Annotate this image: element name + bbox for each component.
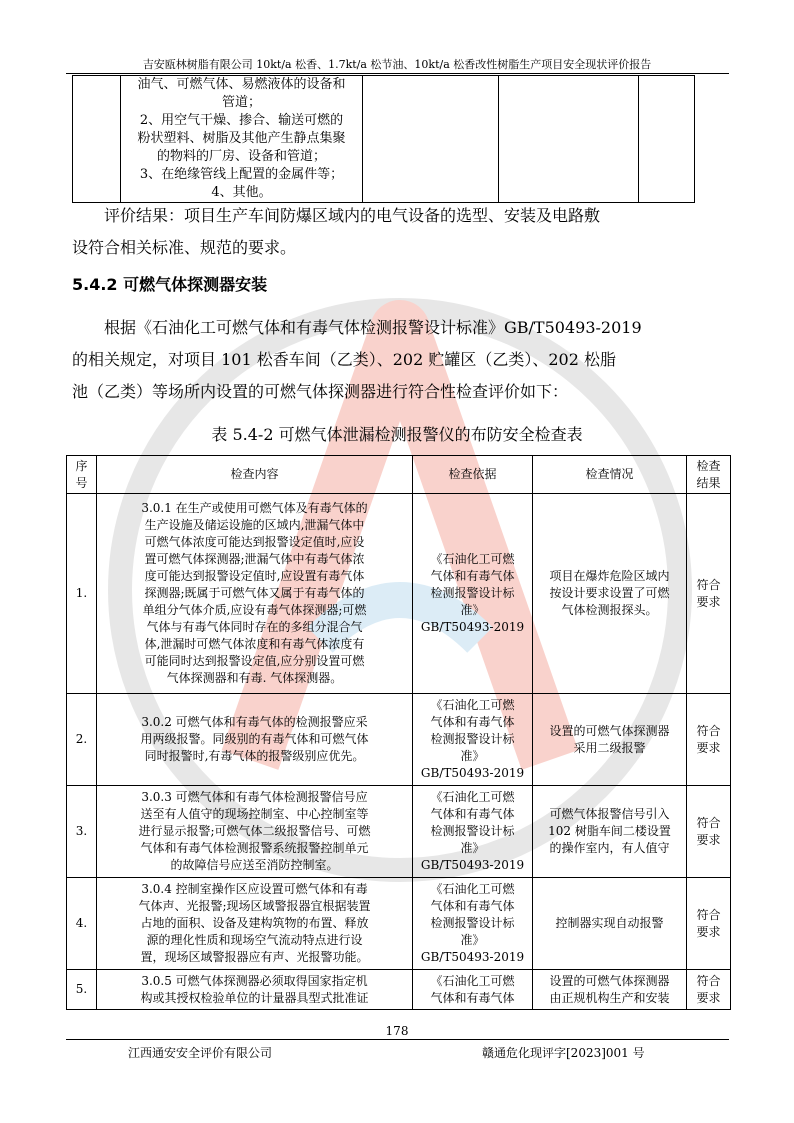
row-basis bbox=[413, 878, 533, 970]
content-line: 同时报警时,有毒气体的报警级别应优先。 bbox=[144, 749, 365, 763]
basis-line: 气体和有毒气体 bbox=[430, 899, 515, 913]
table-caption: 表 5.4-2 可燃气体泄漏检测报警仪的布防安全检查表 bbox=[211, 425, 583, 444]
row-no: 4. bbox=[67, 878, 97, 970]
row-basis bbox=[413, 970, 533, 1010]
basis-line: 检测报警设计标 bbox=[430, 586, 515, 600]
body-line-1: 根据《石油化工可燃气体和有毒气体检测报警设计标准》GB/T50493-2019 bbox=[104, 318, 642, 337]
table-row bbox=[67, 878, 731, 970]
cont-cell-content bbox=[121, 76, 363, 203]
cont-cell-basis bbox=[363, 76, 499, 203]
row-no: 1. bbox=[67, 494, 97, 694]
result-line: 符合 bbox=[696, 723, 721, 738]
row-no: 2. bbox=[67, 694, 97, 786]
result-line: 要求 bbox=[696, 594, 721, 609]
page-header: 吉安瓯林树脂有限公司 10kt/a 松香、1.7kt/a 松节油、10kt/a 松香改性树脂生产项目安全现状评价报告 bbox=[142, 58, 652, 71]
situation-line: 控制器实现自动报警 bbox=[555, 916, 664, 930]
result-line: 符合 bbox=[696, 973, 721, 988]
basis-line: GB/T50493-2019 bbox=[420, 620, 525, 634]
cont-line: 油气、可燃气体、易燃液体的设备和 bbox=[137, 77, 346, 92]
content-line: 度可能达到报警设定值时,应设置有毒气体 bbox=[144, 569, 365, 583]
content-line: 3.0.5 可燃气体探测器必须取得国家指定机 bbox=[141, 973, 368, 988]
continued-table bbox=[72, 75, 695, 203]
basis-line: 气体和有毒气体 bbox=[430, 990, 515, 1005]
basis-line: GB/T50493-2019 bbox=[420, 766, 525, 780]
basis-line: 检测报警设计标 bbox=[430, 824, 515, 838]
content-line: 体,泄漏时可燃气体浓度和有毒气体浓度有 bbox=[144, 637, 365, 651]
row-content bbox=[97, 694, 413, 786]
basis-line: 准》 bbox=[460, 749, 485, 763]
header-no bbox=[67, 456, 97, 494]
section-title: 5.4.2 可燃气体探测器安装 bbox=[72, 275, 268, 294]
row-result bbox=[687, 878, 731, 970]
content-line: 3.0.3 可燃气体和有毒气体检测报警信号应 bbox=[141, 790, 368, 804]
situation-line: 项目在爆炸危险区域内 bbox=[549, 569, 670, 583]
table-row bbox=[67, 494, 731, 694]
basis-line: 《石油化工可燃 bbox=[430, 698, 515, 712]
basis-line: 准》 bbox=[460, 933, 485, 947]
row-result bbox=[687, 970, 731, 1010]
row-content bbox=[97, 494, 413, 694]
content-line: 3.0.2 可燃气体和有毒气体的检测报警应采 bbox=[141, 715, 368, 729]
row-situation bbox=[533, 878, 687, 970]
header-result-line: 结果 bbox=[696, 475, 721, 490]
basis-line: 准》 bbox=[460, 603, 485, 617]
cont-line: 4、其他。 bbox=[211, 185, 272, 200]
content-line: 占地的面积、设备及建构筑物的布置、释放 bbox=[140, 916, 369, 930]
content-line: 置可燃气体探测器;泄漏气体中有毒气体浓 bbox=[144, 552, 365, 566]
result-line: 符合 bbox=[696, 577, 721, 592]
body-line-2: 的相关规定，对项目 101 松香车间（乙类）、202 贮罐区（乙类）、202 松脂 bbox=[72, 350, 616, 369]
cont-cell-result bbox=[639, 76, 695, 203]
basis-line: 《石油化工可燃 bbox=[430, 973, 515, 988]
cont-cell-situation bbox=[499, 76, 639, 203]
content-line: 气体和有毒气体检测报警系统报警控制单元 bbox=[140, 841, 369, 855]
row-basis bbox=[413, 694, 533, 786]
content-line: 送至有人值守的现场控制室、中心控制室等 bbox=[140, 807, 369, 821]
content-line: 置，现场区域警报器应有声、光报警功能。 bbox=[140, 950, 369, 964]
result-line: 要求 bbox=[696, 832, 721, 847]
header-basis: 检查依据 bbox=[413, 456, 533, 494]
basis-line: 准》 bbox=[460, 841, 485, 855]
footer-rule bbox=[66, 1039, 729, 1040]
content-line: 气体探测器和有毒. 气体探测器。 bbox=[166, 671, 343, 685]
header-no-line: 序 bbox=[75, 458, 88, 473]
basis-line: 气体和有毒气体 bbox=[430, 569, 515, 583]
footer-company: 江西通安安全评价有限公司 bbox=[128, 1046, 273, 1060]
header-result-line: 检查 bbox=[696, 458, 721, 473]
table-row bbox=[67, 970, 731, 1010]
row-basis bbox=[413, 494, 533, 694]
content-line: 的故障信号应送至消防控制室。 bbox=[170, 858, 339, 872]
row-result bbox=[687, 494, 731, 694]
row-situation bbox=[533, 970, 687, 1010]
row-content bbox=[97, 878, 413, 970]
situation-line: 设置的可燃气体探测器 bbox=[549, 973, 670, 988]
result-line: 要求 bbox=[696, 740, 721, 755]
page-number: 178 bbox=[385, 1024, 409, 1038]
content-line: 气体声、光报警;现场区域警报器宜根据装置 bbox=[138, 899, 371, 913]
result-line: 要求 bbox=[696, 924, 721, 939]
row-no: 3. bbox=[67, 786, 97, 878]
content-line: 可燃气体浓度可能达到报警设定值时,应设 bbox=[144, 535, 365, 549]
content-line: 3.0.1 在生产或使用可燃气体及有毒气体的 bbox=[141, 501, 368, 515]
situation-line: 的操作室内，有人值守 bbox=[549, 841, 670, 855]
footer-report-number: 赣通危化现评字[2023]001 号 bbox=[482, 1046, 645, 1060]
row-situation bbox=[533, 494, 687, 694]
row-result bbox=[687, 694, 731, 786]
basis-line: GB/T50493-2019 bbox=[420, 950, 525, 964]
inspection-table bbox=[66, 455, 731, 1010]
table-header-row bbox=[67, 456, 731, 494]
basis-line: 气体和有毒气体 bbox=[430, 715, 515, 729]
row-no: 5. bbox=[67, 970, 97, 1010]
situation-line: 102 树脂车间二楼设置 bbox=[548, 824, 671, 838]
cont-line: 粉状塑料、树脂及其他产生静点集聚 bbox=[137, 131, 346, 146]
cont-line: 2、用空气干燥、掺合、输送可燃的 bbox=[139, 113, 344, 128]
basis-line: 《石油化工可燃 bbox=[430, 790, 515, 804]
evaluation-line-2: 设符合相关标准、规范的要求。 bbox=[72, 238, 297, 257]
header-rule bbox=[66, 73, 729, 74]
basis-line: 检测报警设计标 bbox=[430, 916, 515, 930]
row-basis bbox=[413, 786, 533, 878]
row-result bbox=[687, 786, 731, 878]
basis-line: GB/T50493-2019 bbox=[420, 858, 525, 872]
cont-line: 3、在绝缘管线上配置的金属件等； bbox=[139, 167, 344, 182]
basis-line: 气体和有毒气体 bbox=[430, 807, 515, 821]
content-line: 探测器;既属于可燃气体又属于有毒气体的 bbox=[144, 586, 365, 600]
situation-line: 可燃气体报警信号引入 bbox=[549, 807, 670, 821]
table-row bbox=[67, 786, 731, 878]
content-line: 构或其授权检验单位的计量器具型式批准证 bbox=[140, 990, 369, 1005]
header-situation: 检查情况 bbox=[533, 456, 687, 494]
cont-line: 管道； bbox=[221, 95, 261, 110]
content-line: 可能同时达到报警设定值,应分别设置可燃 bbox=[144, 654, 365, 668]
result-line: 符合 bbox=[696, 815, 721, 830]
row-content bbox=[97, 970, 413, 1010]
result-line: 符合 bbox=[696, 907, 721, 922]
basis-line: 《石油化工可燃 bbox=[430, 882, 515, 896]
evaluation-line-1: 评价结果：项目生产车间防爆区域内的电气设备的选型、安装及电路敷 bbox=[104, 206, 601, 225]
header-content: 检查内容 bbox=[97, 456, 413, 494]
row-content bbox=[97, 786, 413, 878]
basis-line: 《石油化工可燃 bbox=[430, 552, 515, 566]
situation-line: 设置的可燃气体探测器 bbox=[549, 723, 670, 738]
content-line: 气体与有毒气体同时存在的多组分混合气 bbox=[146, 620, 363, 634]
row-situation bbox=[533, 786, 687, 878]
cont-cell-no bbox=[73, 76, 121, 203]
content-line: 3.0.4 控制室操作区应设置可燃气体和有毒 bbox=[141, 882, 368, 896]
situation-line: 由正规机构生产和安装 bbox=[549, 990, 670, 1005]
table-row bbox=[67, 694, 731, 786]
content-line: 生产设施及储运设施的区域内,泄漏气体中 bbox=[144, 518, 365, 532]
situation-line: 按设计要求设置了可燃 bbox=[549, 586, 670, 600]
situation-line: 采用二级报警 bbox=[573, 740, 646, 755]
row-situation bbox=[533, 694, 687, 786]
situation-line: 气体检测报探头。 bbox=[561, 603, 658, 617]
content-line: 源的理化性质和现场空气流动特点进行设 bbox=[146, 933, 363, 947]
content-line: 单组分气体介质,应设有毒气体探测器;可燃 bbox=[142, 603, 367, 617]
header-no-line: 号 bbox=[75, 475, 88, 490]
body-line-3: 池（乙类）等场所内设置的可燃气体探测器进行符合性检查评价如下： bbox=[72, 382, 569, 401]
header-result bbox=[687, 456, 731, 494]
cont-line: 的物料的厂房、设备和管道； bbox=[156, 149, 326, 164]
result-line: 要求 bbox=[696, 990, 721, 1005]
content-line: 用两级报警。同级别的有毒气体和可燃气体 bbox=[140, 732, 369, 746]
basis-line: 检测报警设计标 bbox=[430, 732, 515, 746]
content-line: 进行显示报警;可燃气体二级报警信号、可燃 bbox=[138, 824, 371, 838]
